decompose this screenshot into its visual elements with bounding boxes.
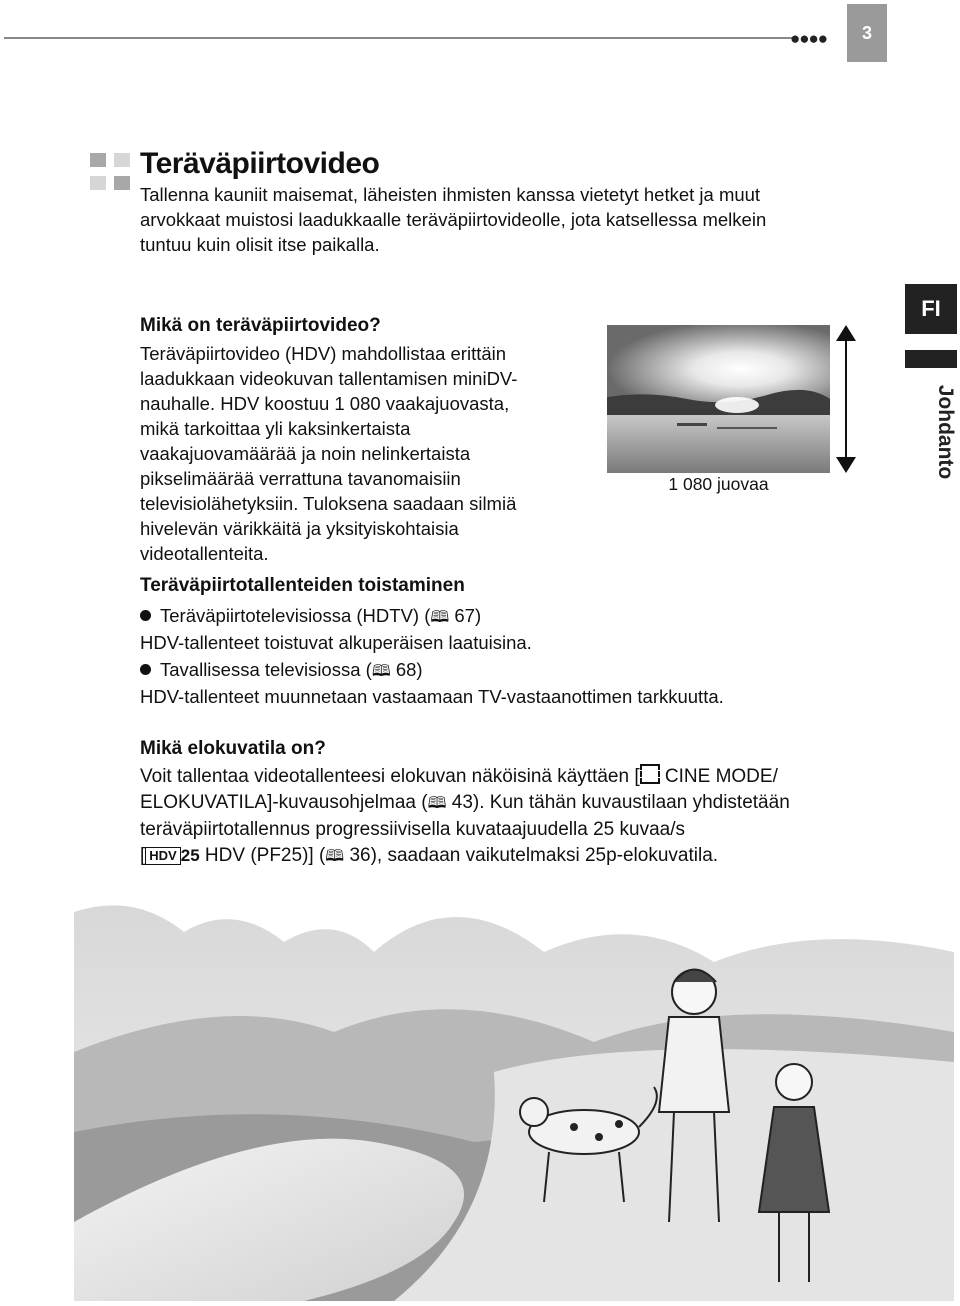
- page-title: Teräväpiirtovideo: [140, 147, 380, 180]
- side-bar: [905, 350, 957, 368]
- hdv-25-icon: HDV: [145, 847, 180, 865]
- header-rule: [4, 37, 794, 39]
- photo-caption: 1 080 juovaa: [668, 474, 769, 494]
- section-heading: Mikä on teräväpiirtovideo?: [140, 315, 381, 336]
- bullet-icon: [140, 664, 151, 675]
- section-cine-mode: Mikä elokuvatila on? Voit tallentaa videotallenteesi elokuvan näköisinä käyttäen [ CINE MODE/ ELOKUVATILA]-kuvausohjelmaa (🕮 43). Kun tähän kuvaustilaan yhdistetään teräväpiirtotallennus progressiivisella kuvataajuudella 25 kuvaa/s [ HDV 25 HDV (PF25)] (🕮 36), saadaan vaikutelmaksi 25p-elokuvatila.: [140, 738, 920, 870]
- language-tab: FI: [905, 284, 957, 334]
- page-number: 3: [847, 4, 887, 62]
- book-icon: 🕮: [325, 848, 345, 865]
- bullet-item: Teräväpiirtotelevisiossa (HDTV) (🕮 67): [140, 603, 920, 630]
- height-arrow-icon: [832, 325, 862, 478]
- film-icon: [640, 764, 660, 784]
- section-what-is-hd: [140, 315, 580, 566]
- header-dots: ●●●●: [790, 29, 828, 48]
- section-playback: Teräväpiirtotallenteiden toistaminen Teräväpiirtotelevisiossa (HDTV) (🕮 67) HDV-tallenteet toistuvat alkuperäisen laatuisina. Tavallisessa televisiossa (🕮 68) HDV-tallenteet muunnetaan vastaamaan TV-vastaanottimen tarkkuutta.: [140, 575, 920, 709]
- landscape-illustration: [74, 892, 954, 1301]
- book-icon: 🕮: [430, 609, 450, 626]
- sunset-lake-photo: [607, 325, 830, 473]
- section-heading: Teräväpiirtotallenteiden toistaminen: [140, 575, 465, 596]
- book-icon: 🕮: [371, 663, 391, 680]
- bullet-icon: [140, 610, 151, 621]
- intro-paragraph: Tallenna kauniit maisemat, läheisten ihmisten kanssa vietetyt hetket ja muut arvokkaat muistosi laadukkaalle teräväpiirtovideolle, jota katsellessa melkein tuntuu kuin olisit itse paikalla.: [140, 184, 767, 255]
- side-section-label: Johdanto: [934, 384, 957, 480]
- section-heading: Mikä elokuvatila on?: [140, 738, 326, 759]
- book-icon: 🕮: [427, 795, 447, 812]
- bullet-item: Tavallisessa televisiossa (🕮 68): [140, 657, 920, 684]
- section-body: Teräväpiirtovideo (HDV) mahdollistaa erittäin laadukkaan videokuvan tallentamisen miniDV- nauhalle. HDV koostuu 1 080 vaakajuovasta, mikä tarkoittaa yli kaksinkertaista vaakajuovamäärää ja noin nelinkertaista pikselimäärää verrattuna tavanomaisiin televisiolähetyksiin. Tuloksena saadaan silmiä hivelevän värikkäitä ja yksityiskohtaisia videotallenteita.: [140, 343, 518, 564]
